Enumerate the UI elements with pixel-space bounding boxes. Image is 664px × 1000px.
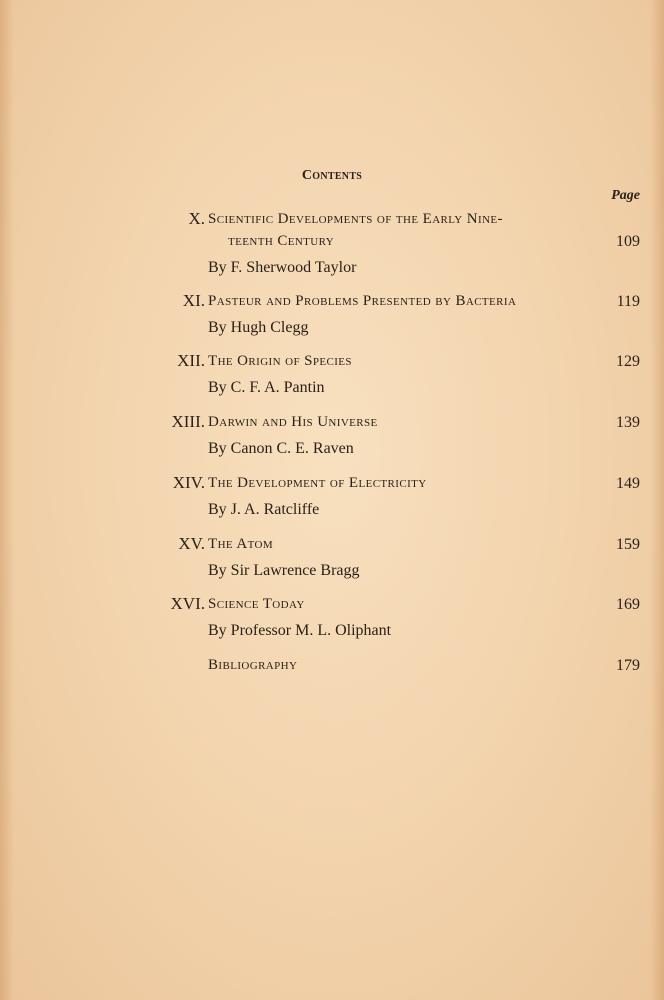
chapter-page-number: 109 (616, 233, 640, 250)
chapter-numeral: XII. (177, 351, 205, 370)
chapter-title: The Atom (208, 536, 274, 552)
chapter-page-number: 129 (616, 353, 640, 370)
page-edge-right (650, 0, 664, 1000)
chapter-author: By Sir Lawrence Bragg (208, 562, 360, 579)
chapter-page-number: 169 (616, 596, 640, 613)
chapter-page-number: 159 (616, 536, 640, 553)
chapter-title: Pasteur and Problems Presented by Bacteria (208, 293, 517, 309)
chapter-page-number: 149 (616, 475, 640, 492)
chapter-title: The Origin of Species (208, 353, 352, 369)
chapter-numeral: XI. (182, 291, 205, 310)
chapter-author: By F. Sherwood Taylor (208, 259, 357, 276)
chapter-numeral: XIII. (171, 412, 205, 431)
chapter-author: By Canon C. E. Raven (208, 440, 354, 457)
chapter-numeral: XVI. (170, 594, 205, 613)
chapter-title-continued: teenth Century (228, 233, 335, 249)
chapter-author: By C. F. A. Pantin (208, 379, 325, 396)
bibliography-page-number: 179 (616, 657, 640, 674)
page-column-label: Page (611, 188, 640, 203)
chapter-title: The Development of Electricity (208, 475, 427, 491)
bibliography-title: Bibliography (208, 657, 298, 673)
chapter-page-number: 119 (616, 293, 640, 310)
chapter-numeral: X. (188, 209, 205, 228)
chapter-page-number: 139 (616, 414, 640, 431)
chapter-author: By Hugh Clegg (208, 319, 309, 336)
chapter-numeral: XV. (178, 534, 205, 553)
chapter-title: Scientific Developments of the Early Nine- (208, 211, 503, 227)
chapter-title: Science Today (208, 596, 305, 612)
chapter-author: By J. A. Ratcliffe (208, 501, 320, 518)
chapter-author: By Professor M. L. Oliphant (208, 622, 392, 639)
chapter-numeral: XIV. (172, 473, 205, 492)
page-edge-left (0, 0, 14, 1000)
chapter-title: Darwin and His Universe (208, 414, 378, 430)
contents-heading: Contents (301, 168, 363, 183)
